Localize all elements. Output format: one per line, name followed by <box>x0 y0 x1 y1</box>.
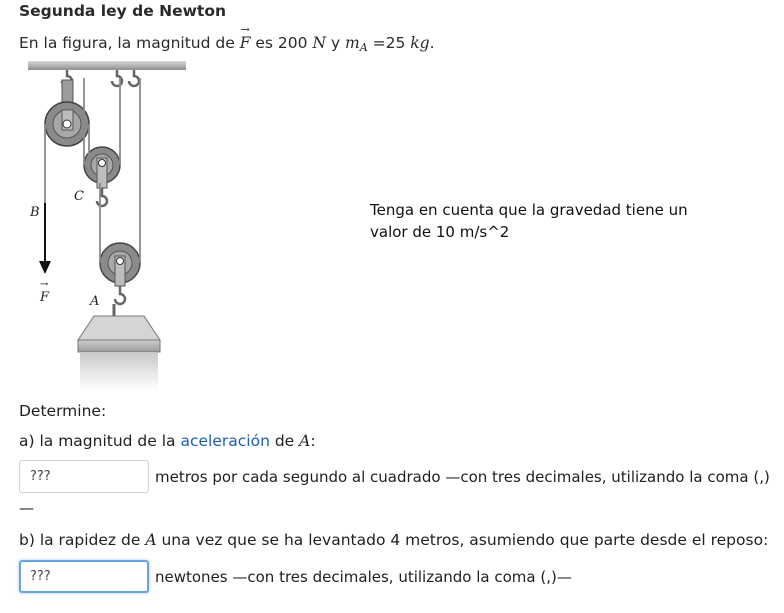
pulley-top <box>45 80 89 146</box>
question-a <box>19 432 316 450</box>
question-a-mid: de <box>269 432 300 450</box>
question-b-prefix: b) la rapidez de <box>19 531 146 549</box>
load-block <box>78 304 160 390</box>
force-symbol: → F <box>240 34 251 52</box>
question-b-symbol: A <box>145 531 157 549</box>
force-arrow <box>39 203 51 274</box>
question-a-symbol: A <box>299 432 311 450</box>
problem-statement <box>19 34 435 54</box>
label-f-arrow: → <box>40 279 49 290</box>
mass-symbol: m <box>345 34 360 52</box>
question-b-end: una vez que se ha levantado 4 metros, asumiendo que parte desde el reposo: <box>156 531 769 549</box>
acceleration-term: aceleración <box>180 432 270 450</box>
label-f: F <box>40 290 50 305</box>
gravity-note: Tenga en cuenta que la gravedad tiene un valor de 10 m/s^2 <box>370 201 688 241</box>
unit-newton: N <box>312 34 327 52</box>
determine-label: Determine: <box>19 402 107 420</box>
question-b <box>19 531 768 549</box>
mass-value: =25 <box>367 34 411 52</box>
pulley-lower <box>100 243 140 304</box>
ceiling-hooks <box>62 70 139 86</box>
mass-subscript: A <box>359 41 368 54</box>
label-b: B <box>30 205 40 220</box>
ceiling-bar <box>28 61 186 70</box>
answer-b-input[interactable]: ??? <box>19 560 149 593</box>
label-a: A <box>90 294 100 309</box>
question-a-prefix: a) la magnitud de la <box>19 432 181 450</box>
intro-end: . <box>429 34 435 52</box>
separator-dash: — <box>19 499 34 517</box>
intro-and: y <box>326 34 346 52</box>
answer-a-input[interactable]: ??? <box>19 460 149 493</box>
intro-prefix: En la figura, la magnitud de <box>19 34 240 52</box>
answer-b-instructions: newtones —con tres decimales, utilizando la coma (,)— <box>155 568 572 586</box>
label-c: C <box>74 189 84 204</box>
intro-middle: es 200 <box>250 34 313 52</box>
answer-a-instructions: metros por cada segundo al cuadrado —con tres decimales, utilizando la coma (,) <box>155 468 770 486</box>
page-title: Segunda ley de Newton <box>19 2 227 20</box>
pulley-diagram <box>22 58 192 393</box>
question-a-end: : <box>310 432 316 450</box>
unit-kg: kg <box>410 34 430 52</box>
